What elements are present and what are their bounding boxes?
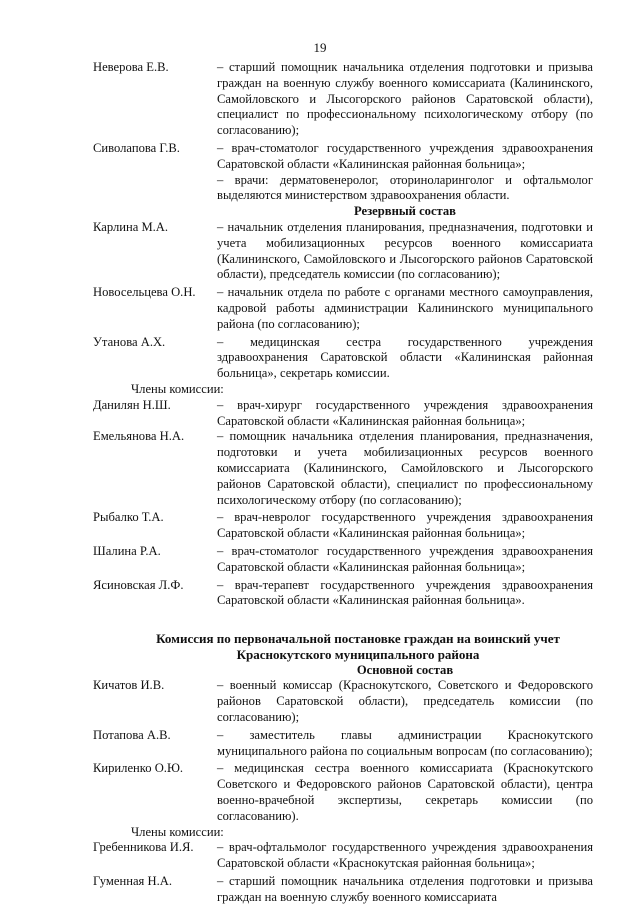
- member-entry: [93, 578, 593, 610]
- member-role: – врач-невролог государственного учреждения здравоохранения Саратовской области «Калининская районная больница»;: [217, 510, 593, 541]
- member-entry-extra: [93, 173, 593, 205]
- member-role: – врач-офтальмолог государственного учреждения здравоохранения Саратовской области «Краснокутская районная больница»;: [217, 840, 593, 871]
- member-name: Данилян Н.Ш.: [93, 397, 171, 412]
- member-name: Новосельцева О.Н.: [93, 285, 196, 300]
- members-label: Члены комиссии:: [131, 381, 224, 396]
- member-name: Гребенникова И.Я.: [93, 840, 194, 855]
- member-entry: [93, 510, 593, 542]
- member-name: Шалина Р.А.: [93, 543, 161, 558]
- member-role: – врач-стоматолог государственного учреждения здравоохранения Саратовской области «Калининская районная больница»;: [217, 543, 593, 574]
- member-entry: [93, 874, 593, 906]
- member-role: – врач-стоматолог государственного учреждения здравоохранения Саратовской области «Калининская районная больница»;: [217, 140, 593, 171]
- member-name: Карлина М.А.: [93, 219, 169, 234]
- member-role: – военный комиссар (Краснокутского, Советского и Федоровского районов Саратовской области), председатель комиссии (по согласованию);: [217, 678, 593, 725]
- member-name: Утанова А.Х.: [93, 334, 166, 349]
- member-name: Гуменная Н.А.: [93, 874, 172, 889]
- member-role: – начальник отдела по работе с органами местного самоуправления, кадровой работы администрации Калининского муниципального района (по согласованию);: [217, 285, 593, 331]
- page-number: 19: [313, 40, 327, 55]
- member-entry: [93, 285, 593, 332]
- member-entry: [93, 60, 593, 139]
- member-role: – врачи: дерматовенеролог, оториноларинголог и офтальмолог выделяются министерством здравоохранения области.: [217, 172, 593, 203]
- member-name: Кичатов И.В.: [93, 678, 165, 693]
- member-name: Кириленко О.Ю.: [93, 761, 184, 776]
- member-name: Потапова А.В.: [93, 727, 171, 742]
- member-name: Ясиновская Л.Ф.: [93, 577, 184, 592]
- member-name: Емельянова Н.А.: [93, 429, 185, 444]
- member-entry: [93, 840, 593, 872]
- member-role: – помощник начальника отделения планирования, предназначения, подготовки и учета мобилизационных ресурсов военного комиссариата (Калининского, Самойловского и Лысогорского районов Саратовской области), специалист по профессиональному психологическому отбору (по согласованию);: [217, 429, 593, 507]
- commission-subtitle: Краснокутского муниципального района: [236, 646, 480, 662]
- member-entry: [93, 398, 593, 430]
- member-role: – врач-хирург государственного учреждения здравоохранения Саратовской области «Калининская районная больница»;: [217, 397, 593, 428]
- member-role: – старший помощник начальника отделения подготовки и призыва граждан на военную службу военного комиссариата: [217, 874, 593, 904]
- member-name: Неверова Е.В.: [93, 60, 169, 74]
- member-entry: [93, 544, 593, 576]
- member-role: – врач-терапевт государственного учреждения здравоохранения Саратовской области «Калининская районная больница».: [217, 577, 593, 608]
- member-entry: [93, 335, 593, 382]
- member-entry: [93, 220, 593, 283]
- member-entry: [93, 728, 593, 760]
- document-body: [93, 60, 593, 906]
- member-role: – заместитель главы администрации Краснокутского муниципального района по социальным вопросам (по согласованию);: [217, 727, 593, 758]
- main-title: Основной состав: [356, 662, 454, 677]
- member-role: – медицинская сестра военного комиссариата (Краснокутского Советского и Федоровского районов Саратовской области), центра военно-врачебной экспертизы, секретарь комиссии (по согласованию).: [217, 761, 593, 823]
- member-entry: [93, 761, 593, 824]
- member-entry: [93, 141, 593, 173]
- member-role: – начальник отделения планирования, предназначения, подготовки и учета мобилизационных ресурсов военного комиссариата (Калининского, Самойловского и Лысогорского районов Саратовской области), председатель комиссии (по согласованию);: [217, 219, 593, 282]
- members-label: Члены комиссии:: [131, 824, 224, 839]
- member-role: – медицинская сестра государственного учреждения здравоохранения Саратовской области «Калининская районная больница», секретарь комиссии.: [217, 334, 593, 381]
- member-name: Сиволапова Г.В.: [93, 140, 180, 155]
- member-role: – старший помощник начальника отделения подготовки и призыва граждан на военную службу военного комиссариата (Калининского, Самойловского и Лысогорского районов Саратовской области), специалист по профессиональному психологическому отбору (по согласованию);: [217, 60, 593, 138]
- reserve-title: Резервный состав: [354, 204, 456, 219]
- member-name: Рыбалко Т.А.: [93, 510, 164, 525]
- commission-title: Комиссия по первоначальной постановке граждан на воинский учет: [156, 631, 560, 647]
- member-entry: [93, 678, 593, 725]
- member-entry: [93, 429, 593, 508]
